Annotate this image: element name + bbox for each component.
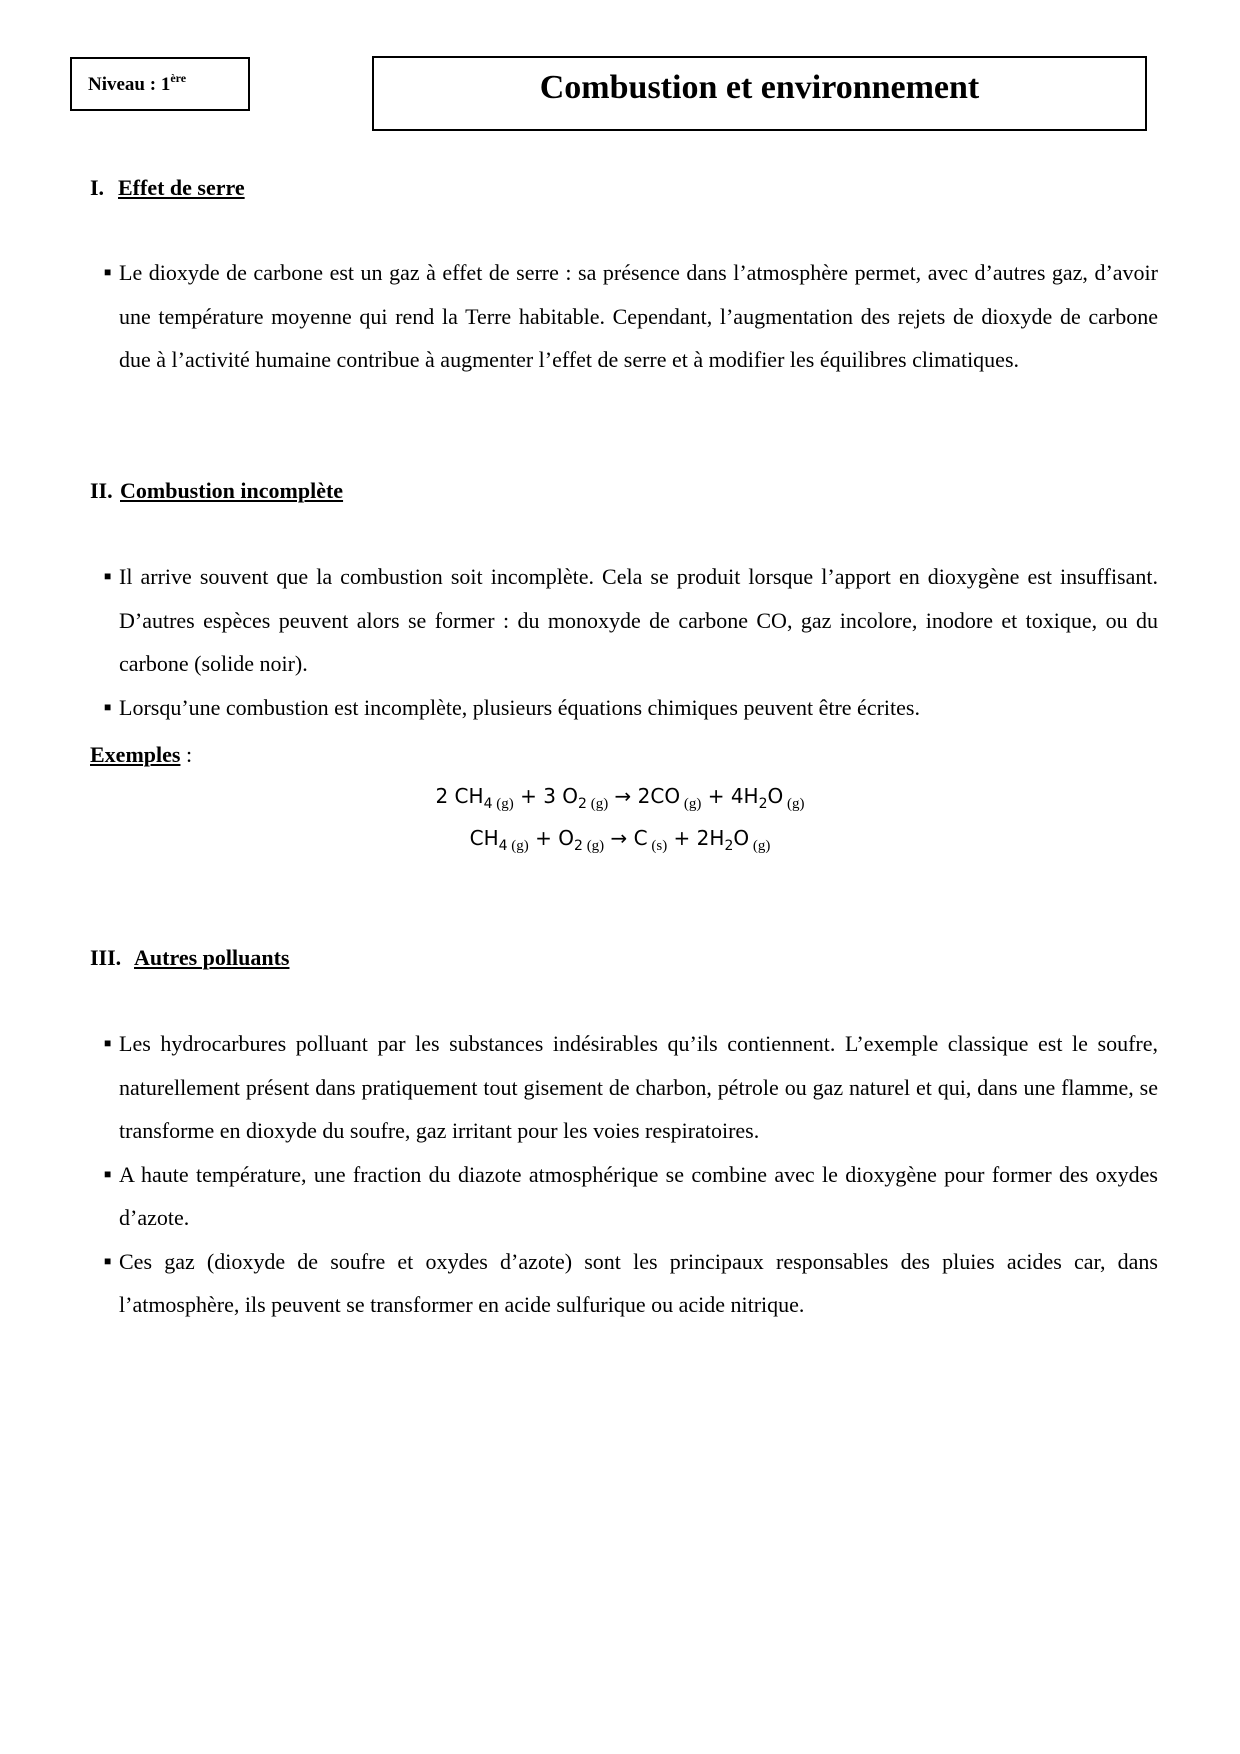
section-3-content (104, 1022, 1158, 1327)
level-box (70, 57, 250, 111)
eq-term: + 3 O (513, 784, 579, 808)
list-item (104, 251, 1158, 382)
eq-state: (g) (783, 796, 805, 812)
equation-2 (0, 818, 1240, 866)
section-heading-1 (90, 173, 245, 203)
bullet-square-icon: ■ (104, 569, 112, 583)
eq-term: 2 CH (435, 784, 484, 808)
eq-state: (g) (586, 796, 609, 812)
section-1-content (104, 251, 1158, 382)
page-title: Combustion et environnement (539, 69, 980, 106)
eq-subscript: 2 (574, 838, 583, 854)
paragraph-text: Lorsqu’une combustion est incomplète, plusieurs équations chimiques peuvent être écrites. (119, 694, 920, 720)
section-title: Effet de serre (118, 175, 245, 200)
title-box (372, 56, 1147, 131)
list-item (104, 1022, 1158, 1153)
bullet-square-icon: ■ (104, 1253, 112, 1268)
level-label: Niveau : 1 (88, 74, 171, 95)
section-number: II. (90, 478, 113, 503)
paragraph-text: A haute température, une fraction du diazote atmosphérique se combine avec le dioxygène pour former des oxydes d’azote. (119, 1161, 1158, 1230)
list-item (104, 555, 1158, 686)
eq-subscript: 2 (724, 838, 734, 854)
section-number: III. (90, 945, 122, 970)
list-item (104, 1240, 1158, 1327)
bullet-square-icon: ■ (104, 1036, 112, 1050)
eq-state: (g) (582, 838, 605, 854)
eq-term: → 2CO (608, 784, 681, 808)
examples-label-text: Exemples (90, 742, 181, 767)
eq-term: + 2H (667, 826, 725, 850)
list-item (104, 1153, 1158, 1240)
eq-term: + 4H (701, 784, 759, 808)
equation-1 (0, 776, 1240, 824)
eq-state: (g) (507, 838, 529, 854)
section-number: I. (90, 175, 105, 200)
bullet-square-icon: ■ (104, 699, 112, 714)
section-title: Combustion incomplète (120, 478, 344, 503)
bullet-square-icon: ■ (104, 265, 112, 279)
section-heading-2 (90, 476, 343, 506)
section-heading-3 (90, 943, 289, 973)
paragraph-text: Les hydrocarbures polluant par les substances indésirables qu’ils contiennent. L’exemple classique est le soufre, naturellement présent dans pratiquement tout gisement de charbon, pétrole ou gaz naturel et qui, dans une flamme, se transforme en dioxyde du soufre, gaz irritant pour les voies respiratoires. (119, 1031, 1158, 1143)
eq-term: O (733, 826, 750, 850)
eq-subscript: 4 (498, 838, 508, 854)
paragraph-text: Ces gaz (dioxyde de soufre et oxydes d’azote) sont les principaux responsables des pluies acides car, dans l’atmosphère, ils peuvent se transformer en acide sulfurique ou acide nitrique. (119, 1248, 1158, 1317)
eq-state: (s) (647, 838, 668, 854)
bullet-square-icon: ■ (104, 1166, 112, 1181)
eq-state: (g) (492, 796, 514, 812)
level-superscript: ère (170, 71, 187, 85)
examples-label (90, 733, 192, 776)
eq-term: → C (604, 826, 648, 850)
list-item (104, 686, 1158, 730)
eq-subscript: 4 (483, 796, 493, 812)
section-title: Autres polluants (134, 945, 290, 970)
eq-term: CH (469, 826, 499, 850)
section-2-content (104, 555, 1158, 729)
paragraph-text: Le dioxyde de carbone est un gaz à effet de serre : sa présence dans l’atmosphère permet, avec d’autres gaz, d’avoir une température moyenne qui rend la Terre habitable. Cependant, l’augmentation des rejets de dioxyde de carbone due à l’activité humaine contribue à augmenter l’effet de serre et à modifier les équilibres climatiques. (119, 260, 1158, 372)
examples-label-suffix: : (180, 742, 193, 767)
eq-state: (g) (680, 796, 702, 812)
eq-subscript: 2 (758, 796, 768, 812)
paragraph-text: Il arrive souvent que la combustion soit incomplète. Cela se produit lorsque l’apport en dioxygène est insuffisant. D’autres espèces peuvent alors se former : du monoxyde de carbone CO, gaz incolore, inodore et toxique, ou du carbone (solide noir). (119, 564, 1158, 676)
eq-state: (g) (749, 838, 771, 854)
eq-term: + O (528, 826, 575, 850)
eq-term: O (767, 784, 784, 808)
eq-subscript: 2 (578, 796, 587, 812)
